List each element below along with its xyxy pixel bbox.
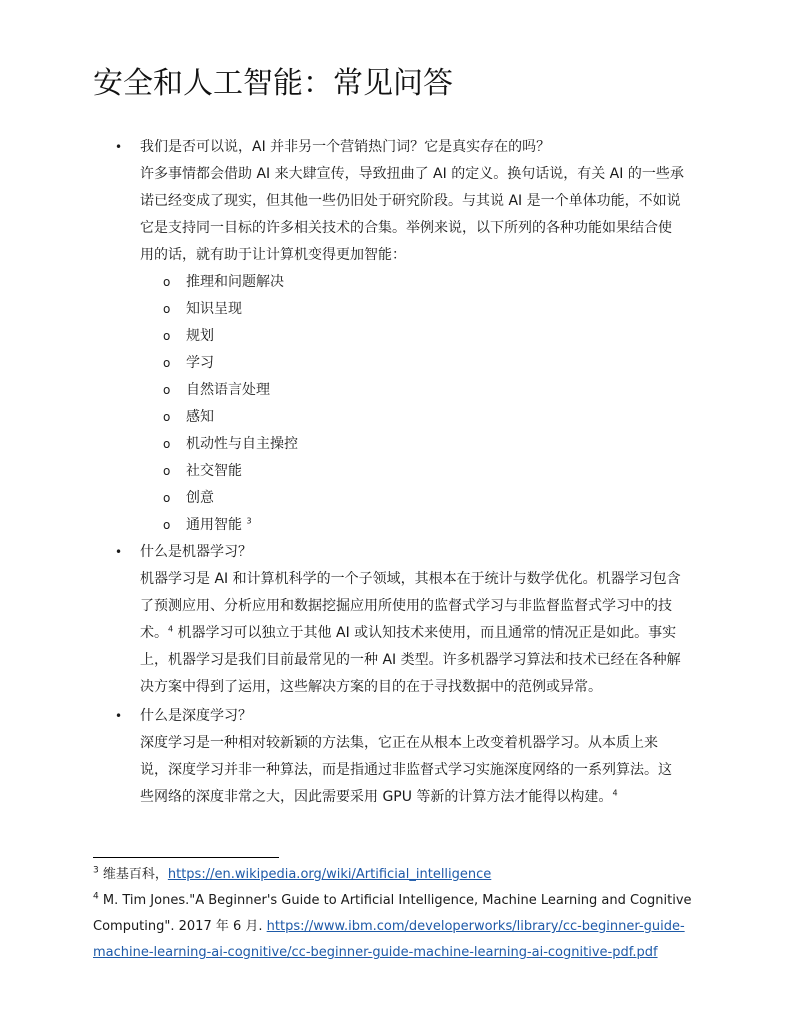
circle-bullet-icon: o (163, 383, 171, 397)
circle-bullet-icon: o (163, 329, 171, 343)
list-item: o 学习 (93, 350, 693, 377)
footnote-ref: 3 (246, 516, 252, 526)
circle-bullet-icon: o (163, 275, 171, 289)
footnote: $^4$ M. Tim Jones."A Beginner's Guide to Artificial Intelligence, Machine Learning and Cognitive Computing". 2017 年 6 月. https://www.ibm.com/developerworks/library/cc-beginner-guide-machine-learning-ai-cognitive/cc-beginner-guide-machine-learning-ai-cognitive-pdf.pdf (93, 891, 692, 960)
list-item: o 社交智能 (93, 458, 693, 485)
faq-answer (93, 161, 693, 269)
footnote-number: 3 (93, 865, 99, 876)
answer-line: 用的话，就有助于让计算机变得更加智能： (140, 247, 406, 263)
circle-bullet-icon: o (163, 518, 171, 532)
bullet-icon: • (115, 140, 123, 154)
list-item: o 规划 (93, 323, 693, 350)
bullet-icon: • (115, 545, 123, 559)
answer-line: 说，深度学习并非一种算法，而是指通过非监督式学习实施深度网络的一系列算法。这 (140, 762, 672, 778)
answer-line: 些网络的深度非常之大，因此需要采用 GPU 等新的计算方法才能得以构建。$^4$ (140, 788, 618, 805)
list-item: o 创意 (93, 485, 693, 512)
answer-line: 了预测应用、分析应用和数据挖掘应用所使用的监督式学习与非监督监督式学习中的技 (140, 598, 672, 614)
faq-question (93, 539, 693, 566)
faq-answer (93, 730, 693, 811)
answer-line: 上，机器学习是我们目前最常见的一种 AI 类型。许多机器学习算法和技术已经在各种解 (140, 652, 681, 668)
answer-line: 术。$^4$ 机器学习可以独立于其他 AI 或认知技术来使用，而且通常的情况正是如此。事实 (140, 624, 677, 641)
footnote-number: 4 (93, 891, 99, 902)
circle-bullet-icon: o (163, 410, 171, 424)
circle-bullet-icon: o (163, 464, 171, 478)
circle-bullet-icon: o (163, 437, 171, 451)
answer-line: 许多事情都会借助 AI 来大肆宣传，导致扭曲了 AI 的定义。换句话说，有关 AI 的一些承 (140, 166, 684, 182)
question-text: 什么是机器学习？ (140, 544, 252, 560)
footnote: $^3$ 维基百科，https://en.wikipedia.org/wiki/Artificial_intelligence (93, 865, 492, 882)
footnote-ref: 4 (168, 624, 174, 634)
answer-line: 深度学习是一种相对较新颖的方法集，它正在从根本上改变着机器学习。从本质上来 (140, 735, 658, 751)
footnote-divider (93, 857, 279, 858)
answer-line: 诺已经变成了现实，但其他一些仍旧处于研究阶段。与其说 AI 是一个单体功能，不如说 (140, 193, 681, 209)
question-text: 我们是否可以说，AI 并非另一个营销热门词？它是真实存在的吗？ (140, 139, 551, 155)
faq-question (93, 703, 693, 730)
list-item: o 知识呈现 (93, 296, 693, 323)
footnote-link[interactable]: https://www.ibm.com/developerworks/library/cc-beginner-guide-machine-learning-ai-cognitive/cc-beginner-guide-machine-learning-ai-cognitive-pdf.pdf (93, 919, 685, 960)
faq-question (93, 134, 693, 161)
answer-line: 决方案中得到了运用，这些解决方案的目的在于寻找数据中的范例或异常。 (140, 679, 602, 695)
list-item: o 自然语言处理 (93, 377, 693, 404)
answer-line: 机器学习是 AI 和计算机科学的一个子领域，其根本在于统计与数学优化。机器学习包含 (140, 571, 681, 587)
list-item: o 感知 (93, 404, 693, 431)
circle-bullet-icon: o (163, 356, 171, 370)
bullet-icon: • (115, 709, 123, 723)
list-item: o 机动性与自主操控 (93, 431, 693, 458)
circle-bullet-icon: o (163, 491, 171, 505)
question-text: 什么是深度学习？ (140, 708, 252, 724)
faq-answer (93, 566, 693, 701)
footnotes (93, 862, 693, 966)
answer-line: 它是支持同一目标的许多相关技术的合集。举例来说，以下所列的各种功能如果结合使 (140, 220, 672, 236)
faq-list (93, 134, 693, 811)
page-title: 安全和人工智能：常见问答 (93, 66, 453, 101)
circle-bullet-icon: o (163, 302, 171, 316)
list-item: o 推理和问题解决 (93, 269, 693, 296)
footnote-link[interactable]: https://en.wikipedia.org/wiki/Artificial_intelligence (167, 867, 492, 882)
capability-list (93, 269, 693, 539)
list-item: o 通用智能 $^3$ (93, 512, 693, 539)
footnote-ref: 4 (612, 788, 618, 798)
